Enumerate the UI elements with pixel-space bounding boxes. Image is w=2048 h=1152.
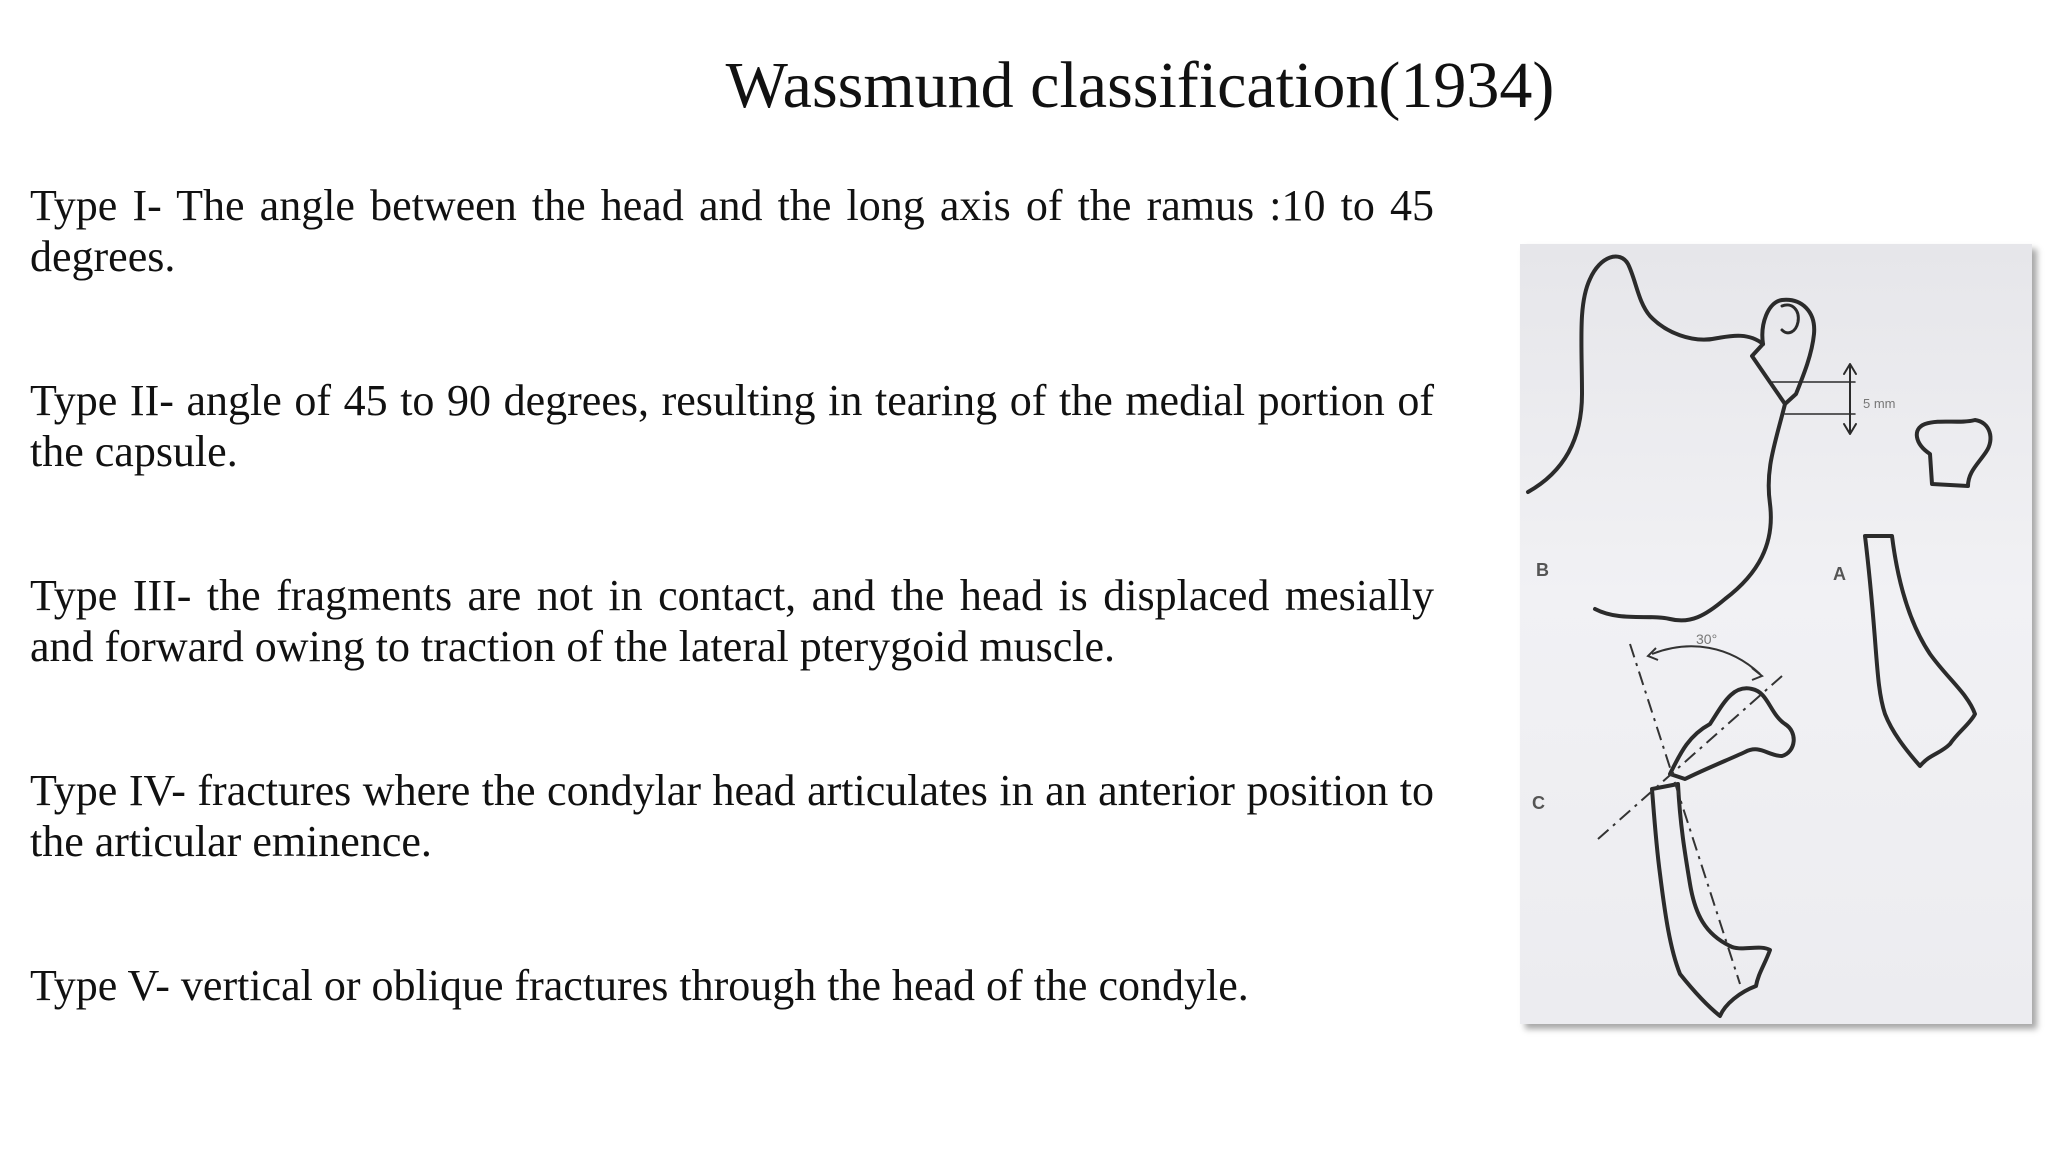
type-3-paragraph: Type III- the fragments are not in contact, and the head is displaced mesially and forward owing to traction of the lateral pterygoid muscle. bbox=[30, 571, 1434, 671]
condyle-fracture-diagram bbox=[1520, 244, 2032, 1024]
diagram-svg bbox=[1520, 244, 2032, 1024]
axis-head-c bbox=[1598, 676, 1782, 839]
condyle-head-a bbox=[1917, 420, 1991, 486]
ramus-c bbox=[1652, 784, 1770, 1016]
classification-text bbox=[30, 180, 1434, 1104]
angle-label: 30° bbox=[1696, 631, 1718, 647]
type-1-paragraph: Type I- The angle between the head and the long axis of the ramus :10 to 45 degrees. bbox=[30, 181, 1434, 281]
label-b: B bbox=[1536, 560, 1549, 580]
condyle-head-c bbox=[1670, 688, 1794, 779]
condyle-head-b bbox=[1762, 300, 1814, 404]
type-5-paragraph: Type V- vertical or oblique fractures through the head of the condyle. bbox=[30, 961, 1249, 1010]
label-a: A bbox=[1833, 564, 1846, 584]
ramus-fragment-a bbox=[1865, 536, 1975, 766]
ramus-outline-b bbox=[1528, 257, 1785, 621]
type-2-paragraph: Type II- angle of 45 to 90 degrees, resulting in tearing of the medial portion of the capsule. bbox=[30, 376, 1434, 476]
axis-ramus-c bbox=[1630, 644, 1740, 984]
label-c: C bbox=[1532, 793, 1545, 813]
measurement-label: 5 mm bbox=[1863, 396, 1896, 411]
slide-title: Wassmund classification(1934) bbox=[725, 49, 1555, 122]
angle-arc-c bbox=[1652, 646, 1760, 674]
type-4-paragraph: Type IV- fractures where the condylar head articulates in an anterior position to the articular eminence. bbox=[30, 766, 1434, 866]
